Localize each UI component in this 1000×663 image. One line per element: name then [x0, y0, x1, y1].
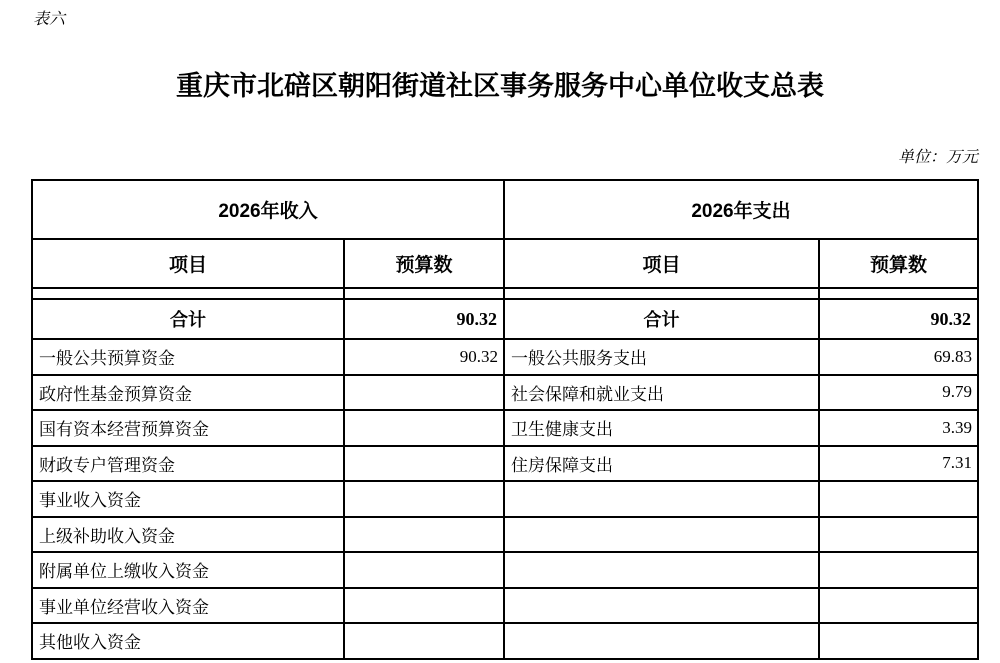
expense-budget-cell: 9.79	[819, 375, 978, 411]
income-item-cell: 事业收入资金	[32, 481, 344, 517]
separator-cell	[32, 288, 344, 299]
expense-budget-cell: 69.83	[819, 339, 978, 375]
income-item-cell: 一般公共预算资金	[32, 339, 344, 375]
table-row	[32, 410, 978, 446]
income-budget-column-header: 预算数	[344, 239, 504, 288]
table-row	[32, 517, 978, 553]
expense-budget-cell: 7.31	[819, 446, 978, 482]
table-row	[32, 446, 978, 482]
income-section-header: 2026年收入	[32, 180, 504, 239]
page-title: 重庆市北碚区朝阳街道社区事务服务中心单位收支总表	[176, 71, 824, 101]
separator-cell	[344, 288, 504, 299]
income-budget-cell	[344, 481, 504, 517]
expense-item-cell	[504, 588, 819, 624]
income-item-column-header: 项目	[32, 239, 344, 288]
expense-item-column-header: 项目	[504, 239, 819, 288]
income-item-cell: 事业单位经营收入资金	[32, 588, 344, 624]
income-item-cell: 国有资本经营预算资金	[32, 410, 344, 446]
expense-budget-cell	[819, 481, 978, 517]
expense-item-cell: 卫生健康支出	[504, 410, 819, 446]
expense-total-value: 90.32	[819, 299, 978, 339]
column-header-row	[32, 239, 978, 288]
expense-item-cell: 社会保障和就业支出	[504, 375, 819, 411]
expense-item-cell	[504, 623, 819, 659]
income-item-cell: 其他收入资金	[32, 623, 344, 659]
table-row	[32, 339, 978, 375]
income-total-value: 90.32	[344, 299, 504, 339]
income-budget-cell	[344, 517, 504, 553]
income-budget-cell	[344, 588, 504, 624]
income-budget-cell: 90.32	[344, 339, 504, 375]
income-budget-cell	[344, 375, 504, 411]
income-total-label: 合计	[32, 299, 344, 339]
expense-item-cell	[504, 552, 819, 588]
expense-budget-cell	[819, 517, 978, 553]
section-header-row	[32, 180, 978, 239]
expense-total-label: 合计	[504, 299, 819, 339]
separator-cell	[504, 288, 819, 299]
income-item-cell: 财政专户管理资金	[32, 446, 344, 482]
expense-budget-cell	[819, 552, 978, 588]
table-row	[32, 623, 978, 659]
expense-budget-cell	[819, 588, 978, 624]
income-budget-cell	[344, 410, 504, 446]
table-row	[32, 588, 978, 624]
expense-item-cell: 一般公共服务支出	[504, 339, 819, 375]
budget-summary-table	[31, 179, 979, 660]
table-row	[32, 375, 978, 411]
income-budget-cell	[344, 446, 504, 482]
expense-budget-cell	[819, 623, 978, 659]
income-item-cell: 上级补助收入资金	[32, 517, 344, 553]
expense-item-cell	[504, 481, 819, 517]
expense-item-cell: 住房保障支出	[504, 446, 819, 482]
total-row	[32, 299, 978, 339]
separator-cell	[819, 288, 978, 299]
table-row	[32, 552, 978, 588]
income-item-cell: 政府性基金预算资金	[32, 375, 344, 411]
expense-budget-cell: 3.39	[819, 410, 978, 446]
income-budget-cell	[344, 552, 504, 588]
separator-row	[32, 288, 978, 299]
income-budget-cell	[344, 623, 504, 659]
expense-budget-column-header: 预算数	[819, 239, 978, 288]
expense-section-header: 2026年支出	[504, 180, 978, 239]
income-item-cell: 附属单位上缴收入资金	[32, 552, 344, 588]
table-number-tag: 表六	[33, 11, 66, 28]
expense-item-cell	[504, 517, 819, 553]
table-row	[32, 481, 978, 517]
unit-label: 单位：万元	[897, 149, 978, 166]
